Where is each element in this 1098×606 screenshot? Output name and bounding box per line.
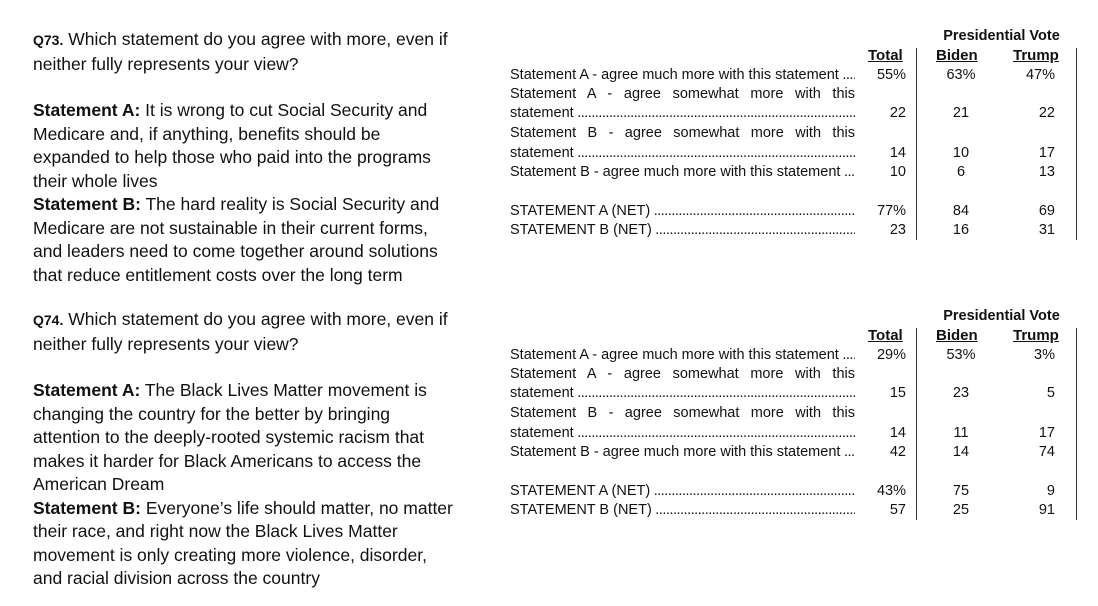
cell-total: 57 <box>889 502 906 518</box>
statement-b <box>33 497 453 591</box>
row-label: Statement A - agree somewhat more with this <box>510 366 855 382</box>
question-text: Which statement do you agree with more, even if neither fully represents your view? <box>33 309 448 354</box>
statement-a-label: Statement A: <box>33 100 141 120</box>
table-row <box>510 144 1090 162</box>
cell-biden: 21 <box>952 105 970 121</box>
row-label: STATEMENT A (NET) ..... <box>510 482 855 500</box>
cell-biden: 63% <box>946 67 976 83</box>
row-label: STATEMENT A (NET) ..... <box>510 202 855 220</box>
col-header-trump: Trump <box>1013 327 1059 344</box>
row-label: Statement B - agree much more with this statement ..... <box>510 443 855 461</box>
cell-biden: 75 <box>952 483 970 499</box>
cell-total: 29% <box>876 347 906 363</box>
table-row <box>510 202 1090 220</box>
cell-biden: 23 <box>952 385 970 401</box>
cell-total: 42 <box>889 444 906 460</box>
statement-b-label: Statement B: <box>33 497 141 518</box>
table-row <box>510 424 1090 442</box>
cell-biden: 14 <box>952 444 970 460</box>
cell-biden: 11 <box>953 425 969 441</box>
statement-b <box>33 193 453 287</box>
col-header-total: Total <box>868 327 903 344</box>
presidential-vote-header: Presidential Vote <box>943 308 1060 324</box>
row-label: Statement A - agree somewhat more with this <box>510 86 855 102</box>
table-row <box>510 163 1090 181</box>
cell-trump: 5 <box>1046 385 1055 401</box>
cell-biden: 84 <box>952 203 970 219</box>
statement-a <box>33 379 453 497</box>
cell-total: 77% <box>876 203 906 219</box>
cell-trump: 47% <box>1025 67 1055 83</box>
row-label: Statement A - agree much more with this statement ..... <box>510 346 855 364</box>
row-label: Statement B - agree much more with this statement ..... <box>510 163 855 181</box>
row-label-continued: statement ..... <box>510 144 855 162</box>
table-row <box>510 443 1090 461</box>
question-number: Q74. <box>33 312 64 328</box>
question-block-q73 <box>33 28 453 287</box>
cell-total: 14 <box>889 145 906 161</box>
results-table-q73 <box>510 28 1090 243</box>
statement-b-text: The hard reality is Social Security and Medicare are not sustainable in their current forms, and leaders need to come together around solutions that reduce entitlement costs over the long term <box>33 194 440 285</box>
cell-total: 43% <box>876 483 906 499</box>
cell-trump: 13 <box>1038 164 1055 180</box>
col-header-total: Total <box>868 47 903 64</box>
table-row <box>510 346 1090 364</box>
question-text: Which statement do you agree with more, even if neither fully represents your view? <box>33 29 448 74</box>
cell-biden: 6 <box>956 164 966 180</box>
cell-trump: 69 <box>1038 203 1055 219</box>
row-label-continued: statement ..... <box>510 104 855 122</box>
cell-trump: 22 <box>1038 105 1055 121</box>
statement-a-text: The Black Lives Matter movement is changing the country for the better by bringing attention to the deeply-rooted systemic racism that makes it harder for Black Americans to access the American Dream <box>33 380 427 494</box>
statement-a <box>33 99 453 193</box>
table-row <box>510 221 1090 239</box>
row-label: Statement A - agree much more with this statement ..... <box>510 66 855 84</box>
table-row <box>510 104 1090 122</box>
table-row <box>510 404 1090 422</box>
col-header-trump: Trump <box>1013 47 1059 64</box>
results-table-q74 <box>510 308 1090 523</box>
cell-trump: 17 <box>1038 145 1055 161</box>
table-row <box>510 85 1090 103</box>
statement-a-text: It is wrong to cut Social Security and Medicare and, if anything, benefits should be expanded to help those who paid into the programs their whole lives <box>33 100 431 191</box>
row-label: STATEMENT B (NET) ..... <box>510 501 855 519</box>
cell-total: 15 <box>889 385 906 401</box>
statement-b-text: Everyone’s life should matter, no matter their race, and right now the Black Lives Matter movement is only creating more violence, disorder, and racial division across the country <box>33 497 453 588</box>
cell-total: 14 <box>889 425 906 441</box>
cell-trump: 31 <box>1038 222 1055 238</box>
question-number: Q73. <box>33 32 64 48</box>
question-prompt <box>33 308 453 356</box>
statement-b-label: Statement B: <box>33 194 141 214</box>
presidential-vote-header: Presidential Vote <box>943 28 1060 44</box>
question-prompt <box>33 28 453 76</box>
row-label-continued: statement ..... <box>510 384 855 402</box>
cell-trump: 91 <box>1038 502 1055 518</box>
cell-trump: 3% <box>1034 347 1055 363</box>
cell-biden: 25 <box>952 502 970 518</box>
table-row <box>510 66 1090 84</box>
row-label: STATEMENT B (NET) ..... <box>510 221 855 239</box>
cell-total: 10 <box>889 164 906 180</box>
cell-total: 22 <box>889 105 906 121</box>
row-label: Statement B - agree somewhat more with this <box>510 405 855 421</box>
cell-trump: 74 <box>1038 444 1055 460</box>
cell-total: 55% <box>876 67 906 83</box>
col-header-biden: Biden <box>936 47 978 64</box>
cell-biden: 53% <box>946 347 976 363</box>
table-row <box>510 482 1090 500</box>
cell-trump: 17 <box>1038 425 1055 441</box>
cell-biden: 10 <box>952 145 970 161</box>
cell-biden: 16 <box>952 222 970 238</box>
table-row <box>510 501 1090 519</box>
question-block-q74 <box>33 308 453 591</box>
col-header-biden: Biden <box>936 327 978 344</box>
cell-total: 23 <box>889 222 906 238</box>
row-label-continued: statement ..... <box>510 424 855 442</box>
row-label: Statement B - agree somewhat more with this <box>510 125 855 141</box>
table-row <box>510 124 1090 142</box>
table-row <box>510 365 1090 383</box>
statement-a-label: Statement A: <box>33 380 141 400</box>
cell-trump: 9 <box>1046 483 1055 499</box>
table-row <box>510 384 1090 402</box>
